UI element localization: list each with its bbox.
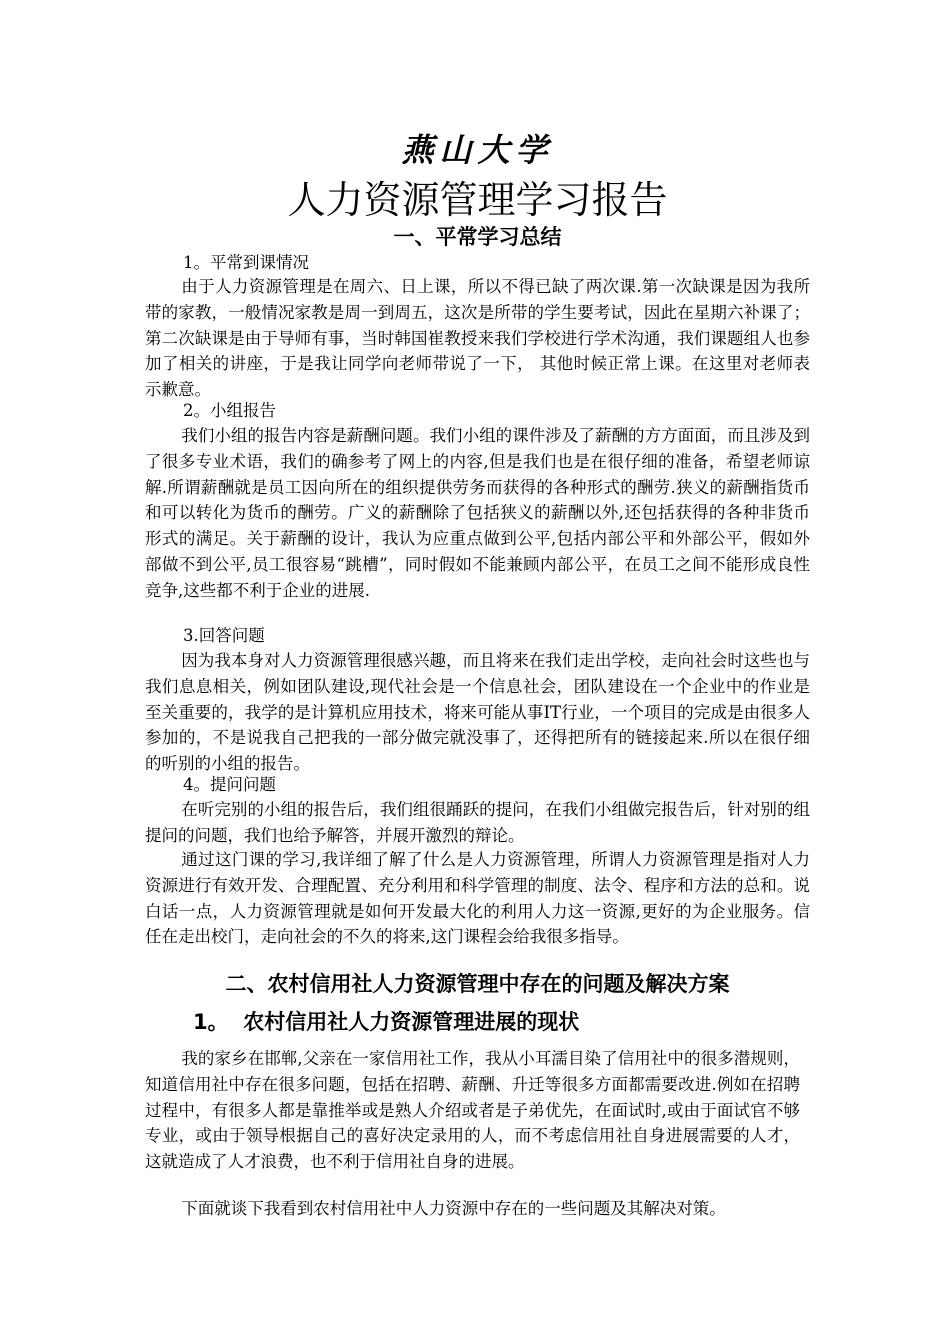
item3-label: 3.回答问题 — [183, 626, 265, 645]
item1-label: 1。平常到课情况 — [183, 253, 309, 272]
item4-paragraph: 在听完别的小组的报告后，我们组很踊跃的提问，在我们小组做完报告后，针对别的组提问的问题，我们也给予解答，并展开激烈的辩论。 — [145, 800, 810, 845]
section2-subheading: 1。 农村信用社人力资源管理进展的现状 — [193, 1010, 580, 1034]
item2-label: 2。小组报告 — [183, 401, 276, 420]
section1-heading: 一、平常学习总结 — [393, 225, 562, 249]
item3-paragraph: 因为我本身对人力资源管理很感兴趣，而且将来在我们走出学校，走向社会时这些也与我们息息相关，例如团队建设,现代社会是一个信息社会，团队建设在一个企业中的作业是至关重要的，我学的是计算机应用技术，将来可能从事IT行业，一个项目的完成是由很多人参加的，不是说我自己把我的一部分做完就没事了，还得把所有的链接起来.所以在很仔细的听别的小组的报告。 — [145, 651, 810, 774]
section2-paragraph2: 下面就谈下我看到农村信用社中人力资源中存在的一些问题及其解决对策。 — [181, 1199, 726, 1218]
section2-heading: 二、农村信用社人力资源管理中存在的问题及解决方案 — [225, 972, 730, 996]
item1-paragraph: 由于人力资源管理是在周六、日上课，所以不得已缺了两次课.第一次缺课是因为我所带的家教，一般情况家教是周一到周五，这次是所带的学生要考试，因此在星期六补课了；第二次缺课是由于导师有事，当时韩国崔教授来我们学校进行学术沟通，我们课题组人也参加了相关的讲座，于是我让同学向老师带说了一下， 其他时候正常上课。在这里对老师表示歉意。 — [145, 277, 810, 400]
item2-paragraph: 我们小组的报告内容是薪酬问题。我们小组的课件涉及了薪酬的方方面面，而且涉及到了很多专业术语，我们的确参考了网上的内容,但是我们也是在很仔细的准备，希望老师谅解.所谓薪酬就是员工因向所在的组织提供劳务而获得的各种形式的酬劳.狭义的薪酬指货币和可以转化为货币的酬劳。广义的薪酬除了包括狭义的薪酬以外,还包括获得的各种非货币形式的满足。关于薪酬的设计，我认为应重点做到公平,包括内部公平和外部公平，假如外部做不到公平,员工很容易“跳槽”，同时假如不能兼顾内部公平，在员工之间不能形成良性竞争,这些都不利于企业的进展. — [145, 426, 810, 600]
section2-paragraph1: 我的家乡在邯郸,父亲在一家信用社工作，我从小耳濡目染了信用社中的很多潜规则，知道信用社中存在很多问题，包括在招聘、薪酬、升迁等很多方面都需要改进.例如在招聘过程中，有很多人都是靠推举或是熟人介绍或者是子弟优先，在面试时,或由于面试官不够专业，或由于领导根据自己的喜好决定录用的人，而不考虑信用社自身进展需要的人才，这就造成了人才浪费，也不利于信用社自身的进展。 — [145, 1049, 800, 1172]
report-title: 人力资源管理学习报告 — [287, 178, 668, 222]
summary-paragraph: 通过这门课的学习,我详细了解了什么是人力资源管理，所谓人力资源管理是指对人力资源进行有效开发、合理配置、充分利用和科学管理的制度、法令、程序和方法的总和。说白话一点，人力资源管理就是如何开发最大化的利用人力这一资源,更好的为企业服务。信任在走出校门，走向社会的不久的将来,这门课程会给我很多指导。 — [145, 850, 810, 947]
item4-label: 4。提问问题 — [183, 775, 276, 794]
university-name: 燕山大学 — [401, 131, 554, 169]
